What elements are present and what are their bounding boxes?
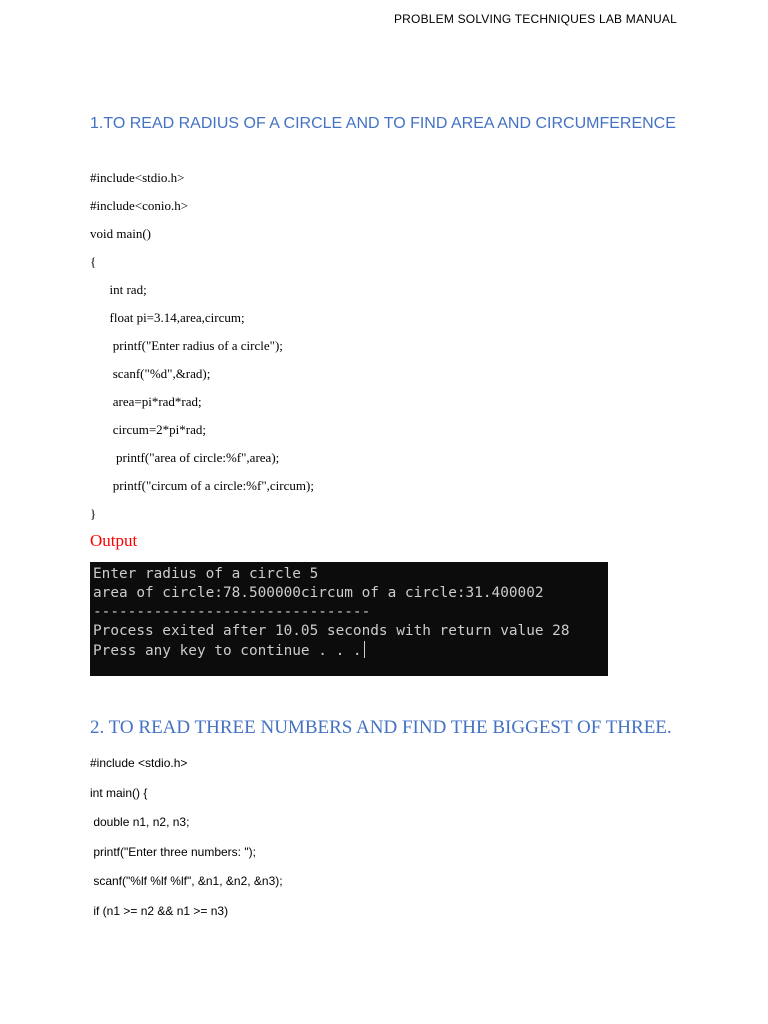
code-line: #include<conio.h>: [90, 198, 189, 213]
code-line: scanf("%d",&rad);: [90, 366, 211, 381]
output-label: Output: [90, 531, 138, 550]
code-line: {: [90, 254, 97, 269]
code-line: scanf("%lf %lf %lf", &n1, &n2, &n3);: [90, 874, 283, 888]
code-line: printf("area of circle:%f",area);: [90, 450, 280, 465]
console-output-screenshot: [90, 562, 608, 676]
code-line: }: [90, 506, 97, 521]
code-line: int rad;: [90, 282, 147, 297]
code-line: printf("Enter radius of a circle");: [90, 338, 283, 353]
code-line: if (n1 >= n2 && n1 >= n3): [90, 903, 229, 918]
code-line: float pi=3.14,area,circum;: [90, 310, 245, 325]
console-line: --------------------------------: [93, 604, 371, 620]
section-1-title: 1.TO READ RADIUS OF A CIRCLE AND TO FIND AREA AND CIRCUMFERENCE: [90, 115, 676, 132]
code-line: void main(): [90, 226, 152, 241]
code-line: #include<stdio.h>: [90, 170, 185, 185]
code-line: int main() {: [90, 785, 148, 800]
console-line: Process exited after 10.05 seconds with return value 28: [93, 623, 570, 639]
code-line: circum=2*pi*rad;: [90, 422, 206, 437]
code-line: printf("Enter three numbers: ");: [90, 844, 256, 859]
section-1-code-block: [90, 164, 314, 528]
code-line: double n1, n2, n3;: [90, 815, 190, 829]
console-line: area of circle:78.500000circum of a circle:31.400002: [93, 585, 544, 601]
code-line: printf("circum of a circle:%f",circum);: [90, 478, 314, 493]
console-line: Press any key to continue . . .: [93, 643, 362, 659]
console-line-last: [93, 641, 608, 660]
code-line: #include <stdio.h>: [90, 756, 188, 770]
page-header: PROBLEM SOLVING TECHNIQUES LAB MANUAL: [393, 12, 677, 26]
section-2-code-block: [90, 749, 283, 926]
console-line: Enter radius of a circle 5: [93, 566, 319, 582]
text-cursor: [364, 641, 365, 658]
code-line: area=pi*rad*rad;: [90, 394, 202, 409]
section-2-title: 2. TO READ THREE NUMBERS AND FIND THE BIGGEST OF THREE.: [90, 717, 672, 738]
